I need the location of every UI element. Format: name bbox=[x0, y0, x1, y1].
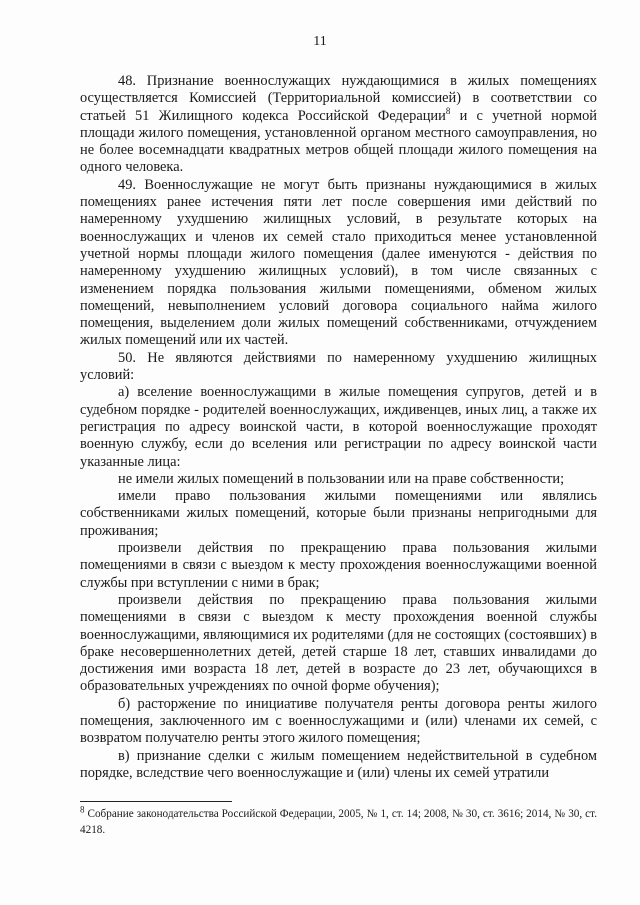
condition-item: произвели действия по прекращению права пользования жилыми помещениями в связи с выездом к месту прохождения военнослужащими военной службы при вступлении с ними в брак; bbox=[80, 540, 597, 591]
footnote-marker: 8 bbox=[80, 804, 85, 815]
page-number: 11 bbox=[313, 34, 327, 49]
condition-item: не имели жилых помещений в пользовании или на праве собственности; bbox=[118, 470, 565, 487]
subparagraph-a: а) вселение военнослужащими в жилые помещения супругов, детей и в судебном порядке - родителей военнослужащих, иждивенцев, иных лиц, а также их регистрация по адресу воинской части, в которой военнослужащие проходят военную службу, если до вселения или регистрации по адресу воинской части указанные лица: bbox=[80, 384, 597, 470]
paragraph-48-continuation: и с учетной нормой площади жилого помещения, установленной органом местного самоуправления, но не более восемнадцати квадратных метров общей площади жилого помещения на одного человека. bbox=[80, 107, 597, 176]
body-text bbox=[80, 73, 597, 782]
condition-item: имели право пользования жилыми помещениями или являлись собственниками жилых помещений, которые были признаны непригодными для проживания; bbox=[80, 488, 597, 539]
subparagraph-v: в) признание сделки с жилым помещением недействительной в судебном порядке, вследствие чего военнослужащие и (или) члены их семей утратили bbox=[80, 747, 597, 781]
paragraph-50: 50. Не являются действиями по намеренному ухудшению жилищных условий: bbox=[80, 349, 597, 384]
paragraph-48 bbox=[80, 73, 597, 177]
paragraph-48-text: 48. Признание военнослужащих нуждающимися в жилых помещениях осуществляется Комиссией (Территориальной комиссией) в соответствии со статьей 51 Жилищного кодекса Российской Федерации bbox=[80, 73, 597, 124]
footnote-reference: 8 bbox=[445, 105, 451, 116]
condition-item: произвели действия по прекращению права пользования жилыми помещениями в связи с выездом к месту прохождения военной службы военнослужащими, являющимися их родителями (для не состоящих (состоявших) в браке несовершеннолетних детей, детей старше 18 лет, ставших инвалидами до достижения ими возраста 18 лет, детей в возрасте до 23 лет, обучающихся в образовательных учреждениях по очной форме обучения); bbox=[80, 591, 597, 695]
subparagraph-b: б) расторжение по инициативе получателя ренты договора ренты жилого помещения, заключенного им с военнослужащими и (или) членами их семей, с возвратом получателю ренты этого жилого помещения; bbox=[80, 695, 597, 747]
footnote-divider bbox=[80, 801, 232, 802]
footnote bbox=[80, 804, 597, 838]
paragraph-49: 49. Военнослужащие не могут быть признаны нуждающимися в жилых помещениях ранее истечения пяти лет после совершения ими действий по намеренному ухудшению жилищных условий, в результате которых на военнослужащих и членов их семей стало приходиться менее установленной учетной нормы площади жилого помещения (далее именуются - действия по намеренному ухудшению жилищных условий), в том числе связанных с изменением порядка пользования жилыми помещениями, обменом жилых помещений, невыполнением условий договора социального найма жилого помещения, выделением доли жилых помещений собственниками, отчуждением жилых помещений или их частей. bbox=[80, 176, 597, 349]
footnote-text: Собрание законодательства Российской Федерации, 2005, № 1, ст. 14; 2008, № 30, ст. 3616; 2014, № 30, ст. 4218. bbox=[80, 808, 597, 836]
